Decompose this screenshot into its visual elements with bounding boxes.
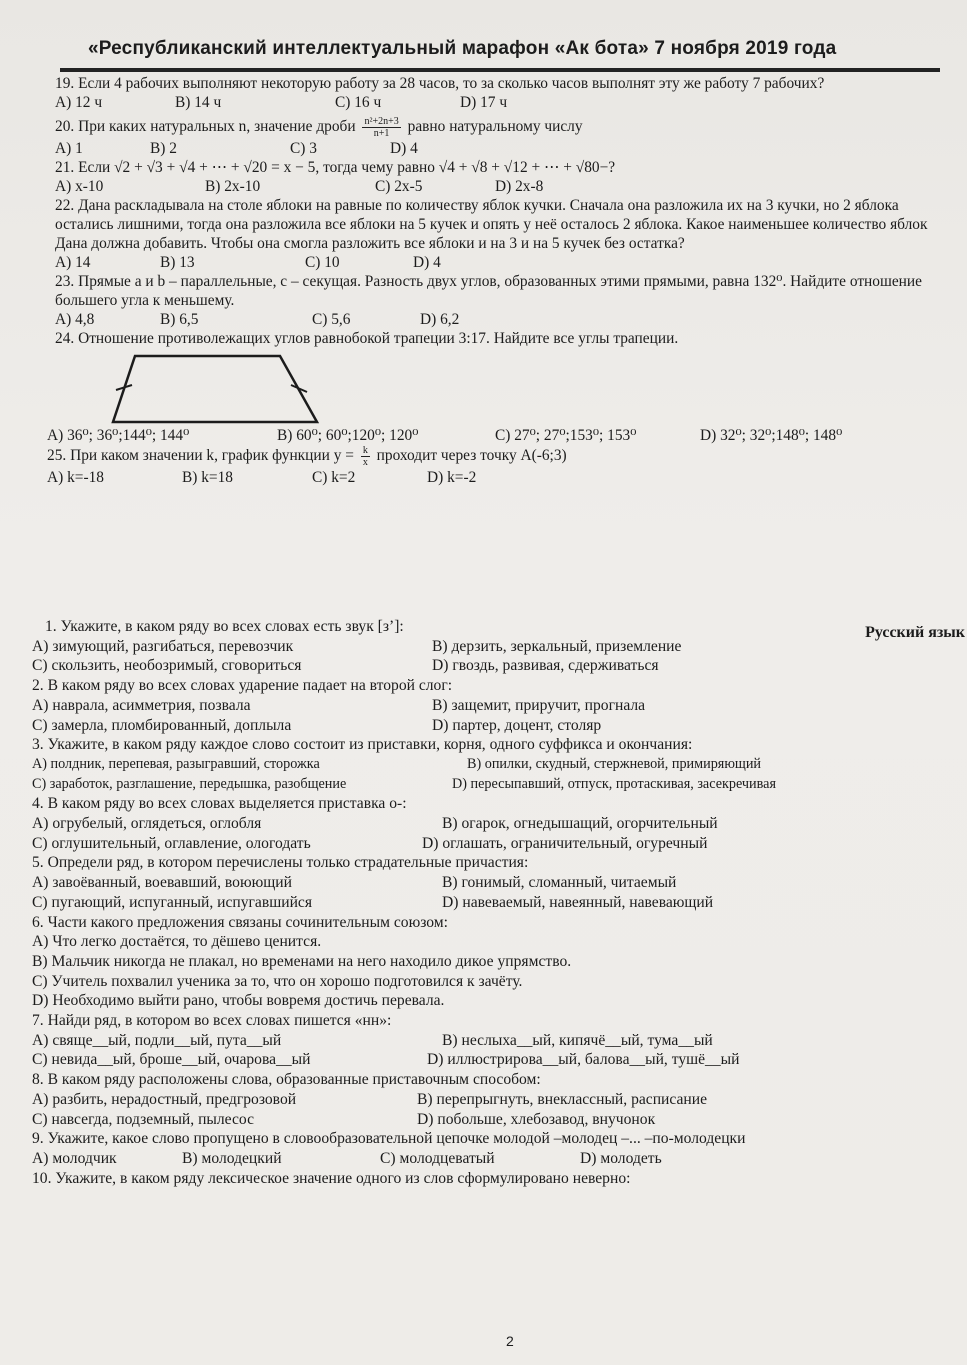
question-text: 20. При каких натуральных n, значение дроби (55, 118, 356, 136)
question-19: 19. Если 4 рабочих выполняют некоторую работу за 28 часов, то за сколько часов выполнят эту же работу 7 рабочих? (55, 75, 825, 92)
option: A) свяще__ый, подли__ый, пута__ый (32, 1031, 282, 1049)
answer-row (32, 873, 962, 893)
option: A) наврала, асимметрия, позвала (32, 696, 251, 714)
option: A) 1 (55, 140, 83, 157)
option: D) побольше, хлебозавод, внучонок (417, 1110, 656, 1128)
option: B) 13 (160, 254, 195, 271)
option: D) 4 (390, 140, 418, 157)
header-divider (60, 68, 940, 72)
option: B) 2 (150, 140, 177, 157)
answer-row (32, 637, 962, 657)
option: B) гонимый, сломанный, читаемый (442, 874, 677, 892)
question-25 (47, 445, 955, 468)
option: A) зимующий, разгибаться, перевозчик (32, 637, 294, 655)
subject-heading: Русский язык (865, 624, 965, 641)
option: A) молодчик (32, 1149, 117, 1167)
option: B) защемит, приручит, прогнала (432, 696, 646, 714)
answer-line: A) Что легко достаётся, то дёшево ценится. (32, 933, 322, 951)
option: A) x-10 (55, 178, 104, 195)
answer-row (32, 775, 962, 795)
option: D) навеваемый, навеянный, навевающий (442, 893, 714, 911)
question-text: 25. При каком значении k, график функции y = (47, 447, 354, 465)
option: A) 4,8 (55, 311, 95, 328)
option: B) k=18 (182, 469, 234, 486)
option: D) 32⁰; 32⁰;148⁰; 148⁰ (700, 427, 843, 444)
question-text: равно натуральному числу (407, 118, 583, 136)
option: A) полдник, перепевая, разыгравший, сторожка (32, 755, 320, 772)
option: C) 2x-5 (375, 178, 423, 195)
option: B) перепрыгнуть, внеклассный, расписание (417, 1090, 708, 1108)
ru-question-2: 2. В каком ряду во всех словах ударение падает на второй слог: (32, 677, 453, 695)
option: D) гвоздь, развивая, сдерживаться (432, 657, 659, 675)
option: C) 27⁰; 27⁰;153⁰; 153⁰ (495, 427, 637, 444)
option: A) 36⁰; 36⁰;144⁰; 144⁰ (47, 427, 190, 444)
option: C) навсегда, подземный, пылесос (32, 1110, 255, 1128)
answer-row (32, 1090, 962, 1110)
option: C) молодцеватый (380, 1149, 495, 1167)
denominator: n+1 (373, 128, 390, 139)
option: C) скользить, необозримый, сговориться (32, 657, 302, 675)
answer-row (32, 834, 962, 854)
option: B) 14 ч (175, 94, 222, 111)
option: C) оглушительный, оглавление, ологодать (32, 834, 311, 852)
option: C) заработок, разглашение, передышка, разобщение (32, 775, 347, 792)
trapezoid-figure (105, 352, 325, 424)
ru-question-1: 1. Укажите, в каком ряду во всех словах есть звук [з’]: (45, 618, 404, 635)
options-19 (55, 93, 955, 112)
option: D) оглашать, ограничительный, огуречный (422, 834, 708, 852)
answer-row (32, 716, 962, 736)
question-20 (55, 116, 955, 139)
answer-row (32, 814, 962, 834)
answer-row (32, 755, 962, 775)
option: D) 6,2 (420, 311, 460, 328)
answer-row (32, 1110, 962, 1130)
russian-section (32, 617, 962, 1188)
option: C) 16 ч (335, 94, 382, 111)
question-23: 23. Прямые a и b – параллельные, c – секущая. Разность двух углов, образованных этими прямыми, равна 132⁰. Найдите отношение большего угла к меньшему. (55, 273, 922, 309)
option: B) 60⁰; 60⁰;120⁰; 120⁰ (277, 427, 419, 444)
option: D) 2x-8 (495, 178, 544, 195)
ru-question-10: 10. Укажите, в каком ряду лексическое значение одного из слов сформулировано неверно: (32, 1169, 631, 1187)
option: D) молодеть (580, 1149, 662, 1167)
option: B) огарок, огнедышащий, огорчительный (442, 815, 718, 833)
option: D) иллюстрирова__ый, балова__ый, тушё__ый (427, 1051, 740, 1069)
answer-line: C) Учитель похвалил ученика за то, что он хорошо подготовился к зачёту. (32, 972, 523, 990)
options-20 (55, 139, 955, 158)
page-number: 2 (506, 1333, 514, 1349)
answer-line: B) Мальчик никогда не плакал, но временами на него находило дикое упрямство. (32, 952, 572, 970)
option: C) 5,6 (312, 311, 351, 328)
option: D) k=-2 (427, 469, 477, 486)
option: B) неслыха__ый, кипячё__ый, тума__ый (442, 1031, 713, 1049)
options-25 (47, 468, 955, 487)
ru-question-3: 3. Укажите, в каком ряду каждое слово состоит из приставки, корня, одного суффикса и окончания: (32, 736, 693, 754)
trapezoid-shape (113, 356, 317, 422)
ru-question-6: 6. Части какого предложения связаны сочинительным союзом: (32, 913, 449, 931)
option: A) разбить, нерадостный, предгрозовой (32, 1090, 297, 1108)
ru-question-8: 8. В каком ряду расположены слова, образованные приставочным способом: (32, 1071, 541, 1089)
option: B) опилки, скудный, стержневой, примиряющий (467, 755, 762, 772)
option: A) завоёванный, воевавший, воюющий (32, 874, 292, 892)
option: C) пугающий, испуганный, испугавшийся (32, 893, 313, 911)
ru-question-7: 7. Найди ряд, в котором во всех словах пишется «нн»: (32, 1012, 392, 1030)
option: A) огрубелый, оглядеться, оглобля (32, 815, 262, 833)
option: A) 12 ч (55, 94, 103, 111)
option: B) 6,5 (160, 311, 199, 328)
question-text: проходит через точку A(-6;3) (376, 447, 567, 465)
option: C) 10 (305, 254, 340, 271)
option: A) 14 (55, 254, 91, 271)
options-22 (55, 253, 955, 272)
fraction (361, 445, 370, 468)
option: A) k=-18 (47, 469, 104, 486)
option: C) k=2 (312, 469, 356, 486)
option: D) 17 ч (460, 94, 508, 111)
numerator: n²+2n+3 (364, 116, 399, 127)
fraction (362, 116, 400, 139)
options-23 (55, 310, 955, 329)
ru-question-9: 9. Укажите, какое слово пропущено в словообразовательной цепочке молодой –молодец –... –по-молодецки (32, 1130, 746, 1148)
options-r9 (32, 1149, 962, 1169)
ru-question-5: 5. Определи ряд, в котором перечислены только страдательные причастия: (32, 854, 529, 872)
math-section (47, 74, 955, 487)
option: D) пересыпавший, отпуск, протаскивая, засекречивая (452, 775, 776, 792)
answer-row (32, 656, 962, 676)
option: B) дерзить, зеркальный, приземление (432, 637, 682, 655)
answer-row (32, 696, 962, 716)
option: C) невида__ый, броше__ый, очарова__ый (32, 1051, 311, 1069)
numerator: k (362, 445, 368, 456)
option: C) замерла, пломбированный, доплыла (32, 716, 292, 734)
ru-question-4: 4. В каком ряду во всех словах выделяется приставка о-: (32, 795, 407, 813)
answer-line: D) Необходимо выйти рано, чтобы вовремя достичь перевала. (32, 992, 445, 1010)
answer-row (32, 1050, 962, 1070)
question-22: 22. Дана раскладывала на столе яблоки на равные по количеству яблок кучки. Сначала она разложила их на 3 кучки, но 2 яблока остались лишними, тогда она разложила все яблоки на 5 кучек и опять у неё осталось 2 яблока. Какое наименьшее количество яблок Дана должна добавить. Чтобы она смогла разложить все яблоки и на 3 и на 5 кучек без остатка? (55, 197, 928, 252)
question-21: 21. Если √2 + √3 + √4 + ⋯ + √20 = x − 5, тогда чему равно √4 + √8 + √12 + ⋯ + √80−? (55, 159, 616, 176)
option: D) 4 (413, 254, 441, 271)
option: C) 3 (290, 140, 317, 157)
answer-row (32, 893, 962, 913)
answer-row (32, 1031, 962, 1051)
options-24 (47, 426, 955, 445)
question-24: 24. Отношение противолежащих углов равнобокой трапеции 3:17. Найдите все углы трапеции. (55, 330, 679, 347)
option: D) партер, доцент, столяр (432, 716, 602, 734)
option: B) 2x-10 (205, 178, 261, 195)
options-21 (55, 177, 955, 196)
page-header: «Республиканский интеллектуальный марафон «Ак бота» 7 ноября 2019 года (88, 38, 837, 59)
denominator: x (362, 457, 368, 468)
option: B) молодецкий (182, 1149, 282, 1167)
